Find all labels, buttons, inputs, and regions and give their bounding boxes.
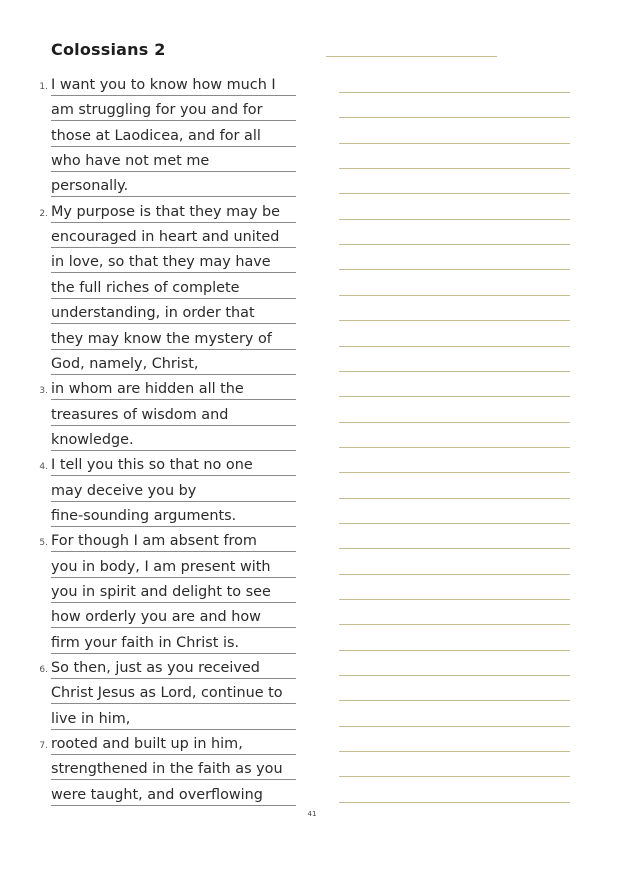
verse-text-line: personally. (51, 176, 296, 197)
handwriting-line[interactable] (339, 726, 570, 727)
verse-text-line: encouraged in heart and united (51, 227, 296, 248)
verse-text-line: those at Laodicea, and for all (51, 126, 296, 147)
name-write-line[interactable] (326, 56, 497, 57)
verse-text-line: My purpose is that they may be (51, 202, 296, 223)
handwriting-line[interactable] (339, 92, 570, 93)
handwriting-line[interactable] (339, 751, 570, 752)
handwriting-line[interactable] (339, 269, 570, 270)
verse-text-line: who have not met me (51, 151, 296, 172)
handwriting-line[interactable] (339, 472, 570, 473)
verse-number: 2. (39, 208, 48, 219)
verse-text-line: how orderly you are and how (51, 607, 296, 628)
verse-text-line: the full riches of complete (51, 278, 296, 299)
handwriting-line[interactable] (339, 548, 570, 549)
handwriting-line[interactable] (339, 700, 570, 701)
handwriting-line[interactable] (339, 776, 570, 777)
verse-text-line: were taught, and overflowing (51, 785, 296, 806)
verse-text-line: God, namely, Christ, (51, 354, 296, 375)
verse-text-line: in love, so that they may have (51, 252, 296, 273)
handwriting-line[interactable] (339, 650, 570, 651)
verse-text-line: I tell you this so that no one (51, 455, 296, 476)
verse-text-line: understanding, in order that (51, 303, 296, 324)
verse-text-line: may deceive you by (51, 481, 296, 502)
verse-text-line: For though I am absent from (51, 531, 296, 552)
handwriting-line[interactable] (339, 117, 570, 118)
verse-text-line: I want you to know how much I (51, 75, 296, 96)
verse-number: 7. (39, 741, 48, 752)
handwriting-line[interactable] (339, 574, 570, 575)
verse-number: 6. (39, 665, 48, 676)
verse-text-line: Christ Jesus as Lord, continue to (51, 683, 296, 704)
verse-text-line: strengthened in the faith as you (51, 759, 296, 780)
handwriting-line[interactable] (339, 599, 570, 600)
handwriting-line[interactable] (339, 219, 570, 220)
verse-number: 3. (39, 386, 48, 397)
verse-text-line: treasures of wisdom and (51, 405, 296, 426)
verse-number: 1. (39, 82, 48, 92)
handwriting-line[interactable] (339, 396, 570, 397)
handwriting-line[interactable] (339, 802, 570, 803)
verse-text-line: firm your faith in Christ is. (51, 633, 296, 654)
verse-text-line: rooted and built up in him, (51, 734, 296, 755)
verse-text-line: they may know the mystery of (51, 329, 296, 350)
handwriting-line[interactable] (339, 320, 570, 321)
verse-number: 4. (39, 462, 48, 473)
handwriting-line[interactable] (339, 523, 570, 524)
verse-text-line: you in body, I am present with (51, 557, 296, 578)
handwriting-line[interactable] (339, 447, 570, 448)
verse-text-line: live in him, (51, 709, 296, 730)
handwriting-line[interactable] (339, 675, 570, 676)
handwriting-line[interactable] (339, 346, 570, 347)
handwriting-line[interactable] (339, 624, 570, 625)
verse-text-line: fine-sounding arguments. (51, 506, 296, 527)
verse-text-line: you in spirit and delight to see (51, 582, 296, 603)
verse-text-line: am struggling for you and for (51, 100, 296, 121)
handwriting-line[interactable] (339, 371, 570, 372)
verse-text-line: in whom are hidden all the (51, 379, 296, 400)
page-title: Colossians 2 (51, 40, 166, 59)
handwriting-line[interactable] (339, 143, 570, 144)
handwriting-line[interactable] (339, 193, 570, 194)
page-number: 41 (307, 810, 317, 818)
handwriting-line[interactable] (339, 295, 570, 296)
verse-text-line: So then, just as you received (51, 658, 296, 679)
handwriting-line[interactable] (339, 244, 570, 245)
handwriting-line[interactable] (339, 422, 570, 423)
verse-text-line: knowledge. (51, 430, 296, 451)
handwriting-line[interactable] (339, 498, 570, 499)
handwriting-line[interactable] (339, 168, 570, 169)
verse-number: 5. (39, 538, 48, 549)
